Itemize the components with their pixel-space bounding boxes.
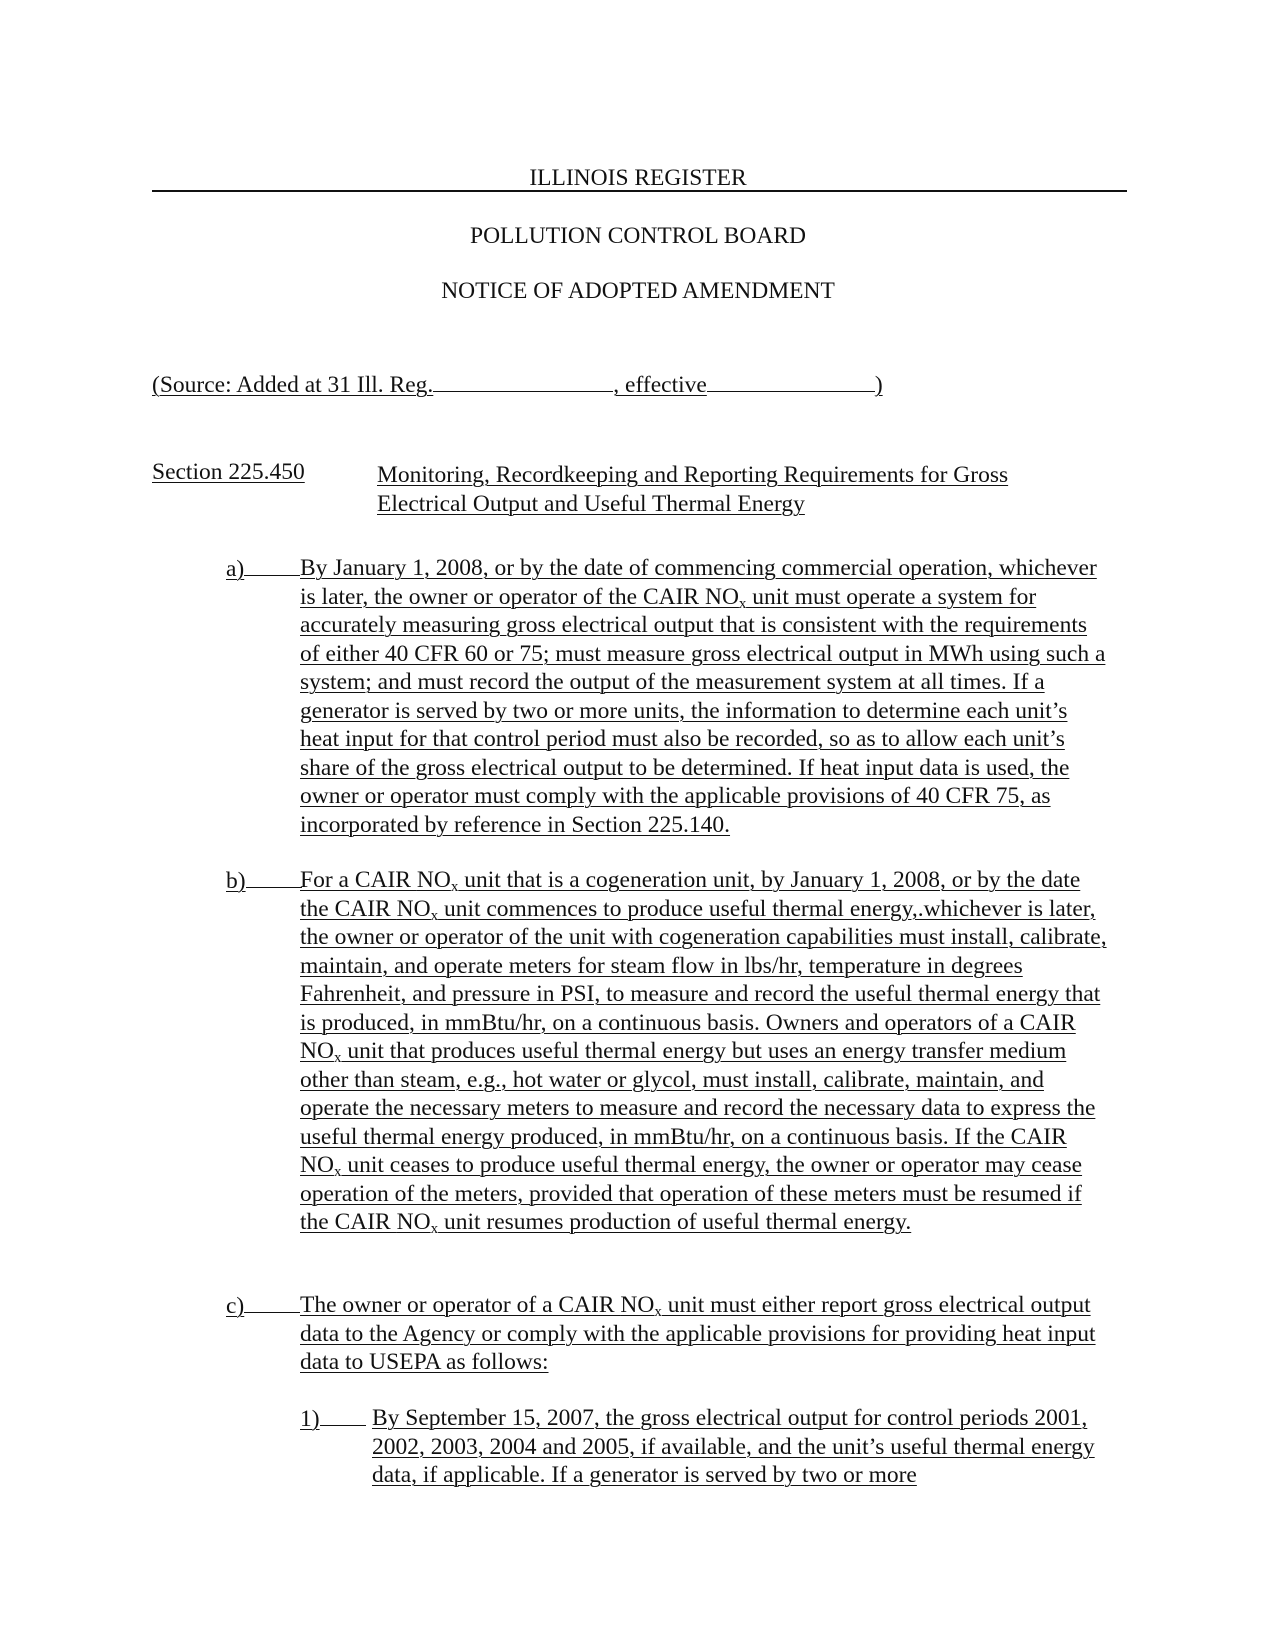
para-b-text: For a CAIR $NO_x$ unit that is a cogeneration unit, by January 1, 2008, or by the date the CAIR $NO_x$ unit commences to produce useful thermal energy,.whichever is later, the owner or operator of the unit with cogeneration capabilities must install, calibrate, maintain, and operate meters for steam flow in lbs/hr, temperature in degrees Fahrenheit, and pressure in PSI, to measure and record the useful thermal energy that is produced, in mmBtu/hr, on a continuous basis. Owners and operators of a CAIR $NO_x$ unit that produces useful thermal energy but uses an energy transfer medium other than steam, e.g., hot water or glycol, must install, calibrate, maintain, and operate the necessary meters to measure and record the necessary data to express the useful thermal energy produced, in mmBtu/hr, on a continuous basis. If the CAIR $NO_x$ unit ceases to produce useful thermal energy, the owner or operator may cease operation of the meters, provided that operation of these meters must be resumed if the CAIR $NO_x$ unit resumes production of useful thermal energy. <box>300 867 1107 1237</box>
para-a-text: By January 1, 2008, or by the date of commencing commercial operation, whichever is later, the owner or operator of the CAIR $NO_x$ unit must operate a system for accurately measuring gross electrical output that is consistent with the requirements of either 40 CFR 60 or 75; must measure gross electrical output in MWh using such a system; and must record the output of the measurement system at all times. If a generator is served by two or more units, the information to determine each unit’s heat input for that control period must also be recorded, so as to allow each unit’s share of the gross electrical output to be determined. If heat input data is used, the owner or operator must comply with the applicable provisions of 40 CFR 75, as incorporated by reference in Section 225.140. <box>300 555 1106 838</box>
source-close: ) <box>874 372 883 398</box>
header-rule <box>152 190 1127 192</box>
para-a-label: a) <box>226 558 300 582</box>
para-c1-text: By September 15, 2007, the gross electrical output for control periods 2001, 2002, 2003, 2004 and 2005, if available, and the unit’s useful thermal energy data, if applicable. If a generator is served by two or more <box>372 1405 1095 1488</box>
source-prefix: (Source: Added at 31 Ill. Reg. <box>152 372 434 398</box>
para-c-text: The owner or operator of a CAIR $NO_x$ unit must either report gross electrical output data to the Agency or comply with the applicable provisions for providing heat input data to USEPA as follows: <box>300 1292 1096 1375</box>
section-title: Monitoring, Recordkeeping and Reporting Requirements for Gross Electrical Output and Useful Thermal Energy <box>377 462 1009 517</box>
register-blank <box>433 373 613 392</box>
para-c1-label: 1) <box>300 1408 366 1432</box>
effective-blank <box>707 373 875 392</box>
notice-heading: NOTICE OF ADOPTED AMENDMENT <box>441 278 835 304</box>
register-heading: ILLINOIS REGISTER <box>529 165 747 191</box>
para-b-label: b) <box>226 870 302 894</box>
section-number: Section 225.450 <box>152 459 305 485</box>
source-effective: , effective <box>613 372 707 398</box>
para-c-label: c) <box>226 1295 300 1319</box>
board-heading: POLLUTION CONTROL BOARD <box>470 223 806 249</box>
source-note <box>152 373 883 398</box>
